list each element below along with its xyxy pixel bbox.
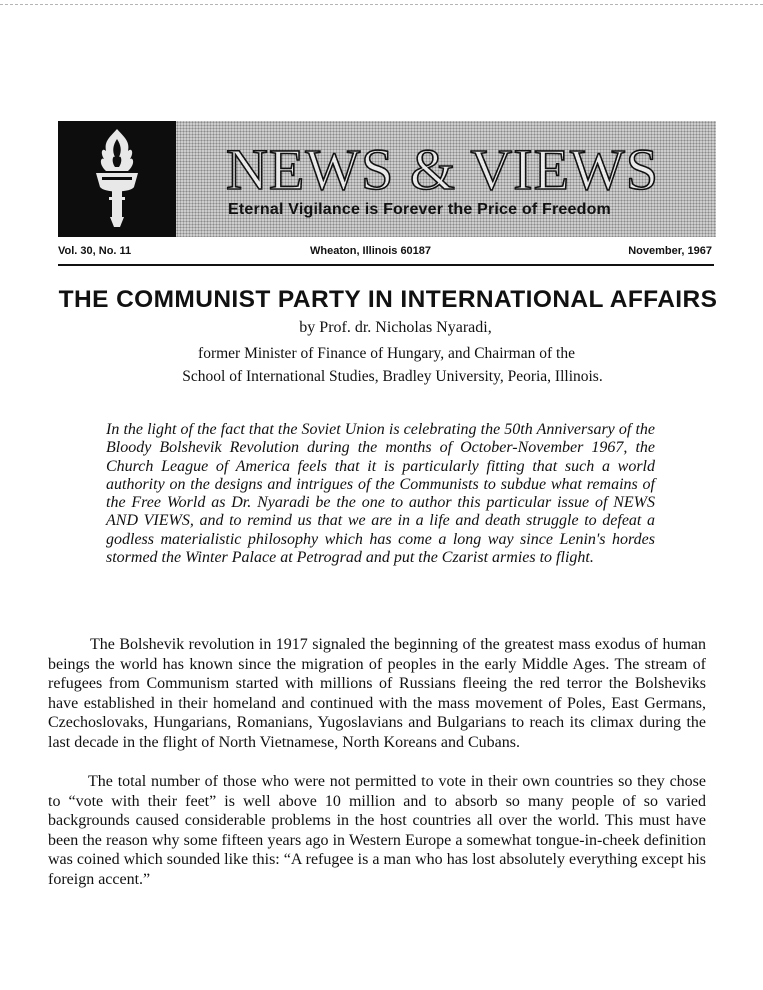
author-affiliation-line-1: former Minister of Finance of Hungary, and Chairman of the — [198, 345, 575, 362]
masthead — [58, 121, 716, 237]
page-top-rule — [0, 4, 763, 5]
issue-place: Wheaton, Illinois 60187 — [310, 245, 432, 257]
masthead-title-panel — [176, 121, 716, 237]
torch-icon — [82, 127, 152, 231]
article-headline: THE COMMUNIST PARTY IN INTERNATIONAL AFFAIRS — [58, 286, 718, 313]
author-affiliation-line-2: School of International Studies, Bradley University, Peoria, Illinois. — [182, 368, 603, 385]
body-paragraph-1: The Bolshevik revolution in 1917 signaled the beginning of the greatest mass exodus of human beings the world has known since the migration of peoples in the early Middle Ages. The stream of refugees from Communism started with millions of Russians fleeing the red terror the Bolsheviks have established in their homeland and continued with the mass movement of Poles, East Germans, Czechoslovaks, Hungarians, Romanians, Yugoslavians and Bulgarians to reach its climax during the last decade in the flight of North Vietnamese, North Koreans and Cubans. — [48, 636, 706, 751]
newsletter-tagline: Eternal Vigilance is Forever the Price of Freedom — [228, 201, 611, 218]
issue-info-bar — [58, 240, 714, 266]
issue-volume: Vol. 30, No. 11 — [58, 245, 132, 257]
issue-date: November, 1967 — [628, 245, 712, 257]
masthead-logo — [58, 121, 176, 237]
newsletter-title: NEWS & VIEWS — [226, 137, 660, 202]
body-paragraph-2: The total number of those who were not permitted to vote in their own countries so they chose to “vote with their feet” is well above 10 million and to absorb so many people of so varied backgrounds caused considerable problems in the host countries all over the world. This must have been the reason why some fifteen years ago in Western Europe a somewhat tongue-in-cheek definition was coined which sounded like this: “A refugee is a man who has lost absolutely everything except his foreign accent.” — [48, 773, 706, 888]
article-intro: In the light of the fact that the Soviet Union is celebrating the 50th Anniversary of the Bloody Bolshevik Revolution during the months of October-November 1967, the Church League of America feels that it is particularly fitting that such a world authority on the designs and intrigues of the Communists to subdue what remains of the Free World as Dr. Nyaradi be the one to author this particular issue of NEWS AND VIEWS, and to remind us that we are in a life and death struggle to defeat a godless materialistic philosophy which has come a long way since Lenin's hordes stormed the Winter Palace at Petrograd and put the Czarist armies to flight. — [106, 421, 655, 567]
article-byline: by Prof. dr. Nicholas Nyaradi, — [299, 319, 492, 336]
